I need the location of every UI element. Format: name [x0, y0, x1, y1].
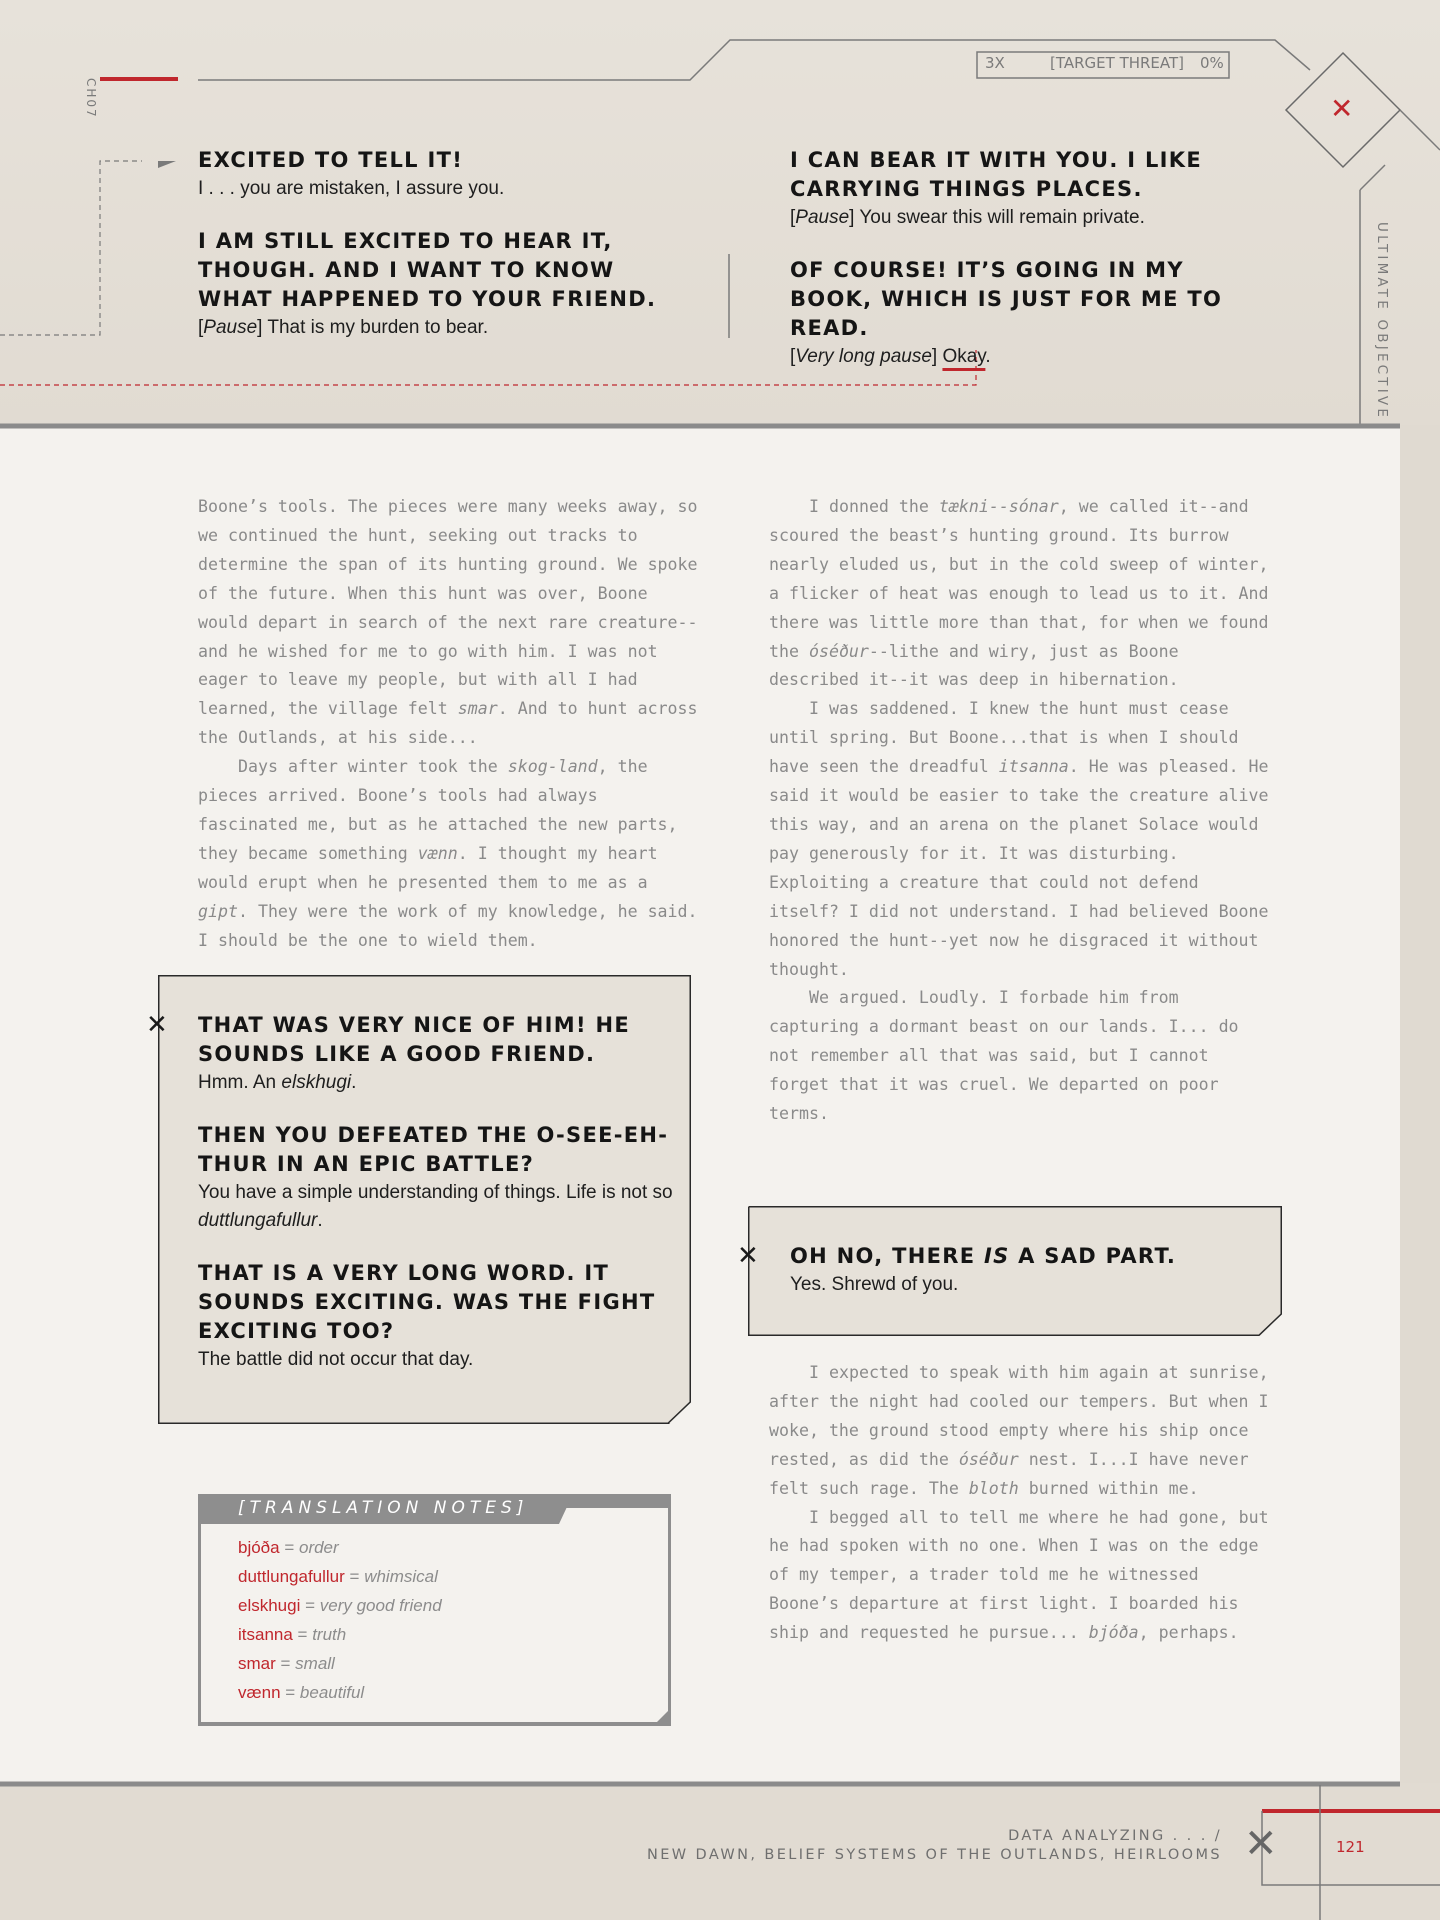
chapter-label-wrap: [78, 78, 104, 118]
paragraph: Boone’s tools. The pieces were many weeks away, so we continued the hunt, seeking out tracks to determine the span of its hunting ground. We spoke of the future. When this hunt was over, Boone would depart in search of the next rare creature--and he wished for me to go with him. I was not eager to leave my people, but with all I had learned, the village felt smar. And to hunt across the Outlands, at his side...: [198, 497, 698, 748]
dialogue-option[interactable]: [790, 1242, 1260, 1299]
dialogue-choice[interactable]: OH NO, THERE IS A SAD PART.: [790, 1244, 1177, 1268]
translation-notes-title: [TRANSLATION NOTES]: [238, 1498, 529, 1518]
right-box-dialogue: [790, 1242, 1260, 1299]
close-icon: ✕: [146, 1010, 168, 1040]
top-dialogue-left: [198, 146, 668, 366]
side-label-wrap: [1364, 222, 1394, 422]
chapter-label: CH07: [84, 78, 98, 119]
paragraph: I was saddened. I knew the hunt must cease until spring. But Boone...that is when I should have seen the dreadful itsanna. He was pleased. He said it would be easier to take the creature alive this way, and an arena on the planet Solace would pay generously for it. It was disturbing. Exploiting a creature that could not defend itself? I did not understand. I had believed Boone honored the hunt--yet now he disgraced it without thought.: [769, 699, 1269, 979]
dialogue-response: You have a simple understanding of things. Life is not so duttlungafullur.: [198, 1182, 673, 1231]
translation-entry: itsanna = truth: [238, 1625, 347, 1644]
underlined-word: Okay: [942, 346, 986, 367]
x-logo-icon: ✕: [1244, 1821, 1278, 1867]
translation-entry: bjóða = order: [238, 1538, 339, 1557]
threat-value: 0%: [1200, 54, 1224, 72]
dialogue-response: Yes. Shrewd of you.: [790, 1274, 959, 1295]
paragraph: I expected to speak with him again at sunrise, after the night had cooled our tempers. But when I woke, the ground stood empty where his ship once rested, as did the óséður nest. I...I have never felt such rage. The bloth burned within me.: [769, 1363, 1269, 1498]
dialogue-option[interactable]: [198, 1121, 678, 1235]
dialogue-option[interactable]: [790, 256, 1270, 371]
paragraph: I donned the tækni--sónar, we called it--and scoured the beast’s hunting ground. Its burrow nearly eluded us, but in the cold sweep of winter, a flicker of heat was enough to lead us to it. And there was little more than that, for when we found the óséður--lithe and wiry, just as Boone described it--it was deep in hibernation.: [769, 497, 1269, 690]
right-body-column-upper: [769, 493, 1271, 1129]
dialogue-choice[interactable]: I AM STILL EXCITED TO HEAR IT, THOUGH. AND I WANT TO KNOW WHAT HAPPENED TO YOUR FRIEND.: [198, 229, 657, 311]
dialogue-response: [Very long pause] Okay.: [790, 346, 991, 367]
translation-notes-list: [238, 1533, 658, 1707]
footer-status: DATA ANALYZING . . . /: [1008, 1828, 1222, 1844]
dialogue-choice[interactable]: THAT IS A VERY LONG WORD. IT SOUNDS EXCITING. WAS THE FIGHT EXCITING TOO?: [198, 1261, 656, 1343]
threat-multiplier: 3X: [985, 54, 1005, 72]
translation-notes-corner: [655, 1710, 669, 1724]
threat-label: [TARGET THREAT]: [1050, 54, 1185, 72]
dialogue-response: [Pause] You swear this will remain private.: [790, 207, 1145, 228]
dialogue-response: Hmm. An elskhugi.: [198, 1072, 357, 1093]
dialogue-choice[interactable]: I CAN BEAR IT WITH YOU. I LIKE CARRYING THINGS PLACES.: [790, 148, 1202, 201]
paragraph: We argued. Loudly. I forbade him from capturing a dormant beast on our lands. I... do not remember all that was said, but I cannot forget that it was cruel. We departed on poor terms.: [769, 988, 1239, 1124]
paragraph: Days after winter took the skog-land, the pieces arrived. Boone’s tools had always fascinated me, but as he attached the new parts, they became something vænn. I thought my heart would erupt when he presented them to me as a gipt. They were the work of my knowledge, he said. I should be the one to wield them.: [198, 757, 698, 950]
close-icon[interactable]: ✕: [1330, 92, 1354, 125]
dialogue-choice[interactable]: THEN YOU DEFEATED THE O-SEE-EH-THUR IN AN EPIC BATTLE?: [198, 1123, 669, 1176]
top-dialogue-right: [790, 146, 1270, 395]
dialogue-response: [Pause] That is my burden to bear.: [198, 317, 489, 338]
translation-entry: elskhugi = very good friend: [238, 1596, 442, 1615]
dialogue-option[interactable]: [198, 1011, 678, 1097]
paragraph: I begged all to tell me where he had gone, but he had spoken with no one. When I was on the edge of my temper, a trader told me he witnessed Boone’s departure at first light. I boarded his ship and requested he pursue... bjóða, perhaps.: [769, 1507, 1269, 1643]
left-body-column: [198, 493, 698, 956]
dialogue-option[interactable]: [790, 146, 1270, 232]
close-icon: ✕: [737, 1241, 759, 1271]
dialogue-option[interactable]: [198, 146, 668, 203]
left-box-dialogue: [198, 1011, 678, 1398]
translation-entry: duttlungafullur = whimsical: [238, 1567, 438, 1586]
right-body-column-lower: [769, 1359, 1271, 1648]
footer-breadcrumb: NEW DAWN, BELIEF SYSTEMS OF THE OUTLANDS, HEIRLOOMS: [646, 1847, 1222, 1863]
page-number: 121: [1336, 1838, 1365, 1856]
dialogue-option[interactable]: [198, 1259, 678, 1374]
dialogue-choice[interactable]: OF COURSE! IT’S GOING IN MY BOOK, WHICH IS JUST FOR ME TO READ.: [790, 258, 1223, 340]
translation-entry: vænn = beautiful: [238, 1683, 365, 1702]
translation-entry: smar = small: [238, 1654, 335, 1673]
side-label: ULTIMATE OBJECTIVE: [1374, 222, 1390, 421]
dialogue-choice[interactable]: EXCITED TO TELL IT!: [198, 148, 464, 172]
dialogue-option[interactable]: [198, 227, 668, 342]
dialogue-response: The battle did not occur that day.: [198, 1349, 474, 1370]
dialogue-response: I . . . you are mistaken, I assure you.: [198, 178, 505, 199]
dialogue-choice[interactable]: THAT WAS VERY NICE OF HIM! HE SOUNDS LIKE A GOOD FRIEND.: [198, 1013, 630, 1066]
